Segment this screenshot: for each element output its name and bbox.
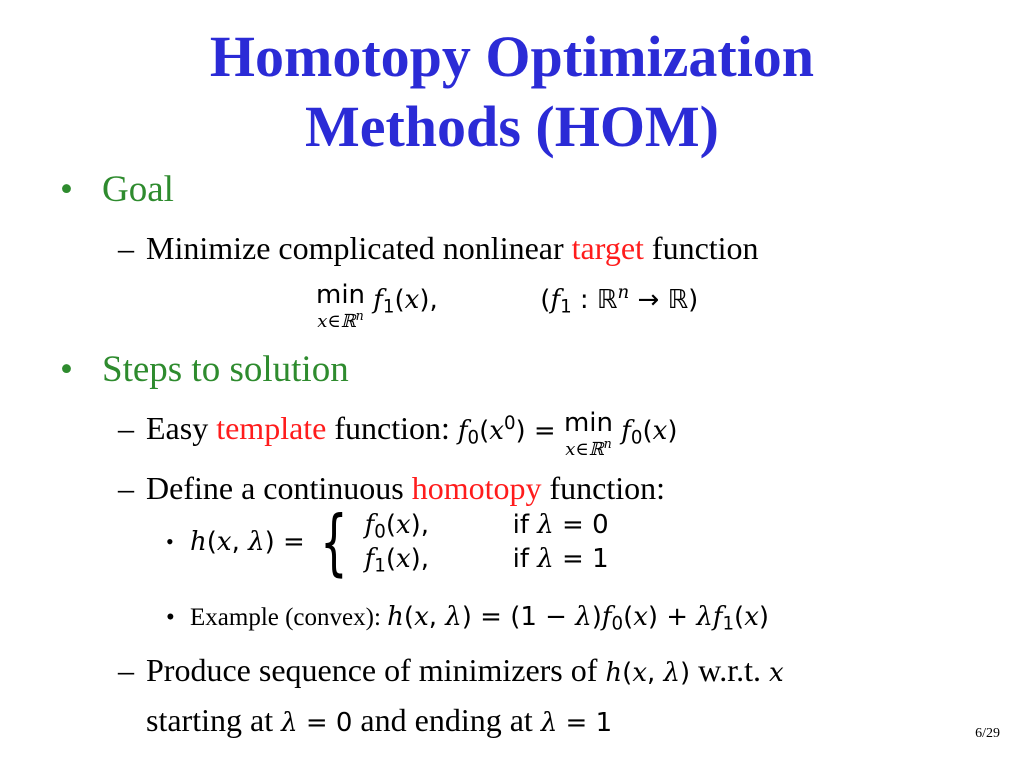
bullet: •: [60, 349, 73, 390]
homotopy-text-after: function:: [549, 470, 666, 506]
wrt-text: w.r.t.: [698, 652, 761, 688]
steps-item-sequence-line1: – Produce sequence of minimizers of h(x, λ) w.r.t. x: [118, 652, 784, 688]
dash: –: [118, 470, 134, 506]
goal-item: [118, 230, 759, 267]
starting-text: starting at: [146, 702, 274, 738]
steps-item-template: [118, 410, 677, 459]
highlight-template: template: [216, 410, 327, 446]
example-equation: h(x, $\lambda) = (1 - \lambda)f_0(x) + \lambda f_1(x)$: [387, 602, 770, 635]
template-text-before: Easy: [146, 410, 209, 446]
dash: –: [118, 652, 134, 688]
dash: –: [118, 410, 134, 446]
highlight-target: target: [571, 230, 644, 266]
bullet: •: [60, 169, 73, 210]
goal-heading: Goal: [102, 169, 174, 210]
slide-title: [0, 22, 1024, 162]
goal-text-after: function: [651, 230, 759, 266]
example-label: Example (convex):: [190, 604, 381, 631]
dash: –: [118, 230, 134, 266]
goal-text-before: Minimize complicated nonlinear: [146, 230, 564, 266]
homotopy-text-before: Define a continuous: [146, 470, 404, 506]
template-text-after: function:: [334, 410, 450, 446]
title-line-1: Homotopy Optimization: [209, 24, 815, 89]
steps-item-homotopy: [118, 470, 665, 507]
steps-item-sequence-line2: starting at λ = 0 and ending at λ = 1: [146, 702, 613, 738]
steps-heading: Steps to solution: [102, 349, 349, 390]
title-line-2: Methods (HOM): [305, 94, 719, 159]
goal-equation: min x∈ℝ$^n$ $f_1(x)$, ($f_1$ : ℝ$^n$ → ℝ): [316, 280, 699, 332]
template-equation: $f_0(x^0)$ = min x∈ℝ$^n$ $f_0(x)$: [457, 408, 678, 460]
sequence-text: Produce sequence of minimizers of: [146, 652, 598, 688]
page-number: 6/29: [975, 726, 1000, 741]
example-row: • Example (convex): h(x, $\lambda) = (1 - \lambda)f_0(x) + \lambda f_1(x)$: [166, 602, 770, 635]
goal-heading-row: [60, 168, 174, 211]
ending-text: and ending at: [360, 702, 533, 738]
highlight-homotopy: homotopy: [411, 470, 542, 506]
steps-heading-row: [60, 348, 349, 391]
homotopy-definition: • h(x, λ) = { $f_0(x)$, if λ = 0 $f_1(x)$, if λ = 1: [166, 500, 609, 584]
